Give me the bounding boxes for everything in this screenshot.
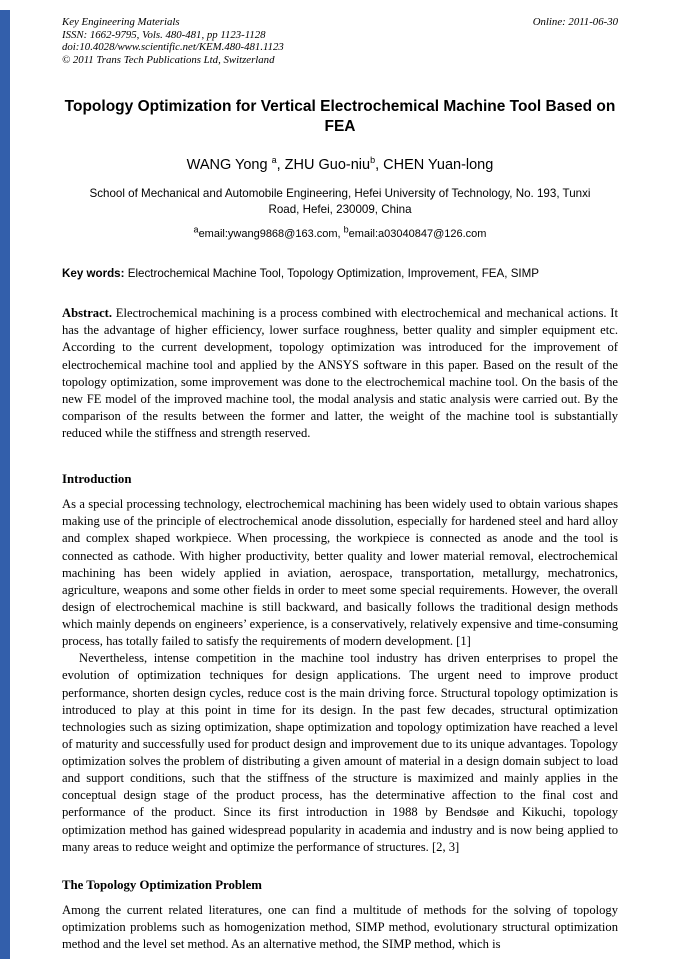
- keywords-text: Electrochemical Machine Tool, Topology Optimization, Improvement, FEA, SIMP: [124, 266, 540, 280]
- issn-line: ISSN: 1662-9795, Vols. 480-481, pp 1123-1128: [62, 28, 266, 41]
- doi-line: doi:10.4028/www.scientific.net/KEM.480-481.1123: [62, 41, 284, 54]
- publication-header: [62, 16, 618, 67]
- journal-name: Key Engineering Materials: [62, 16, 180, 28]
- author-name: WANG Yong: [186, 157, 272, 174]
- copyright-line: © 2011 Trans Tech Publications Ltd, Switzerland: [62, 54, 275, 67]
- author-name: CHEN Yuan-long: [383, 157, 494, 174]
- keywords-label: Key words:: [62, 266, 125, 280]
- email-address: email:ywang9868@163.com,: [198, 227, 344, 240]
- author-separator: ,: [375, 157, 384, 174]
- author-name: ZHU Guo-niu: [284, 157, 371, 174]
- author-affiliation-mark: a: [271, 155, 277, 166]
- email-affiliation-mark: b: [343, 223, 349, 234]
- author-affiliation-mark: b: [370, 155, 376, 166]
- section-heading-introduction: Introduction: [62, 472, 132, 487]
- online-date: Online: 2011-06-30: [532, 16, 618, 28]
- email-affiliation-mark: a: [193, 223, 199, 234]
- authors-line: [62, 157, 618, 173]
- body-paragraph: Among the current related literatures, one can find a multitude of methods for the solving of topology optimization problems such as homogenization method, SIMP method, evolutionary structural optimization method and the level set method. As an alternative method, the SIMP method, which is: [62, 902, 618, 952]
- left-accent-bar: [0, 10, 10, 959]
- keywords-line: [62, 266, 618, 282]
- body-paragraph: Nevertheless, intense competition in the machine tool industry has driven enterprises to propel the evolution of optimization techniques for design applications. The urgent need to improve product performance, shorten design cycles, reduce cost is the main driving force. Structural topology optimization is introduced to play at this point in time for its design. In the past few decades, structural optimization technologies such as sizing optimization, shape optimization and topology optimization have reached a level of maturity and successfully used for product design and improvement due to its unique advantages. Topology optimization solves the problem of distributing a given amount of material in a design domain subject to load and support conditions, such that the stiffness of the structure is maximized and mainly applies in the conceptual design stage of the product process, has the determinative affection to the final cost and performance of the product. Since its first introduction in 1988 by Bendsøe and Kikuchi, topology optimization method has gained widespread popularity in academia and industry and is now being applied to many areas to reduce weight and optimize the performance of structures. [2, 3]: [62, 651, 618, 854]
- affiliation-line: School of Mechanical and Automobile Engineering, Hefei University of Technology, No. 193, Tunxi Road, Hefei, 230009, China: [89, 187, 591, 216]
- body-paragraph: As a special processing technology, electrochemical machining has been widely used to obtain various shapes making use of the principle of electrochemical anode dissolution, especially for hardened steel and hard alloy and complex shaped workpiece. When processing, the workpiece is connected as anode and the tool is connected as cathode. With higher productivity, better quality and lower material removal, electrochemical machining has been widely applied in aviation, aerospace, transportation, metallurgy, mechatronics, agriculture, weapons and some other fields in order to meet some special requirements. However, the overall design of electrochemical machine is still backward, and basically follows the traditional design methods which mainly depends on engineers’ experience, is a conservatively, relatively expensive and time-consuming process, has totally failed to satisfy the requirements of modern development. [1]: [62, 497, 618, 649]
- abstract-paragraph: [62, 305, 618, 442]
- email-address: email:a03040847@126.com: [348, 227, 487, 240]
- abstract-label: Abstract.: [62, 306, 113, 321]
- emails-line: [62, 223, 618, 240]
- publication-header-left: [62, 16, 284, 67]
- paper-title: Topology Optimization for Vertical Electrochemical Machine Tool Based on FEA: [64, 97, 616, 136]
- author-separator: ,: [276, 157, 285, 174]
- section-heading-topology-optimization-problem: The Topology Optimization Problem: [62, 877, 262, 892]
- abstract-text: Electrochemical machining is a process combined with electrochemical and mechanical actions. It has the advantage of higher efficiency, lower surface roughness, better quality and simpler equipment etc. According to the current development, topology optimization was introduced for the improvement of electrochemical machine tool and applied by the ANSYS software in this paper. Based on the result of the topology optimization, some improvement was done to the electrochemical machine tool. On the basis of the new FE model of the improved machine tool, the modal analysis and static analysis were carried out. By the comparison of the results between the former and latter, the weight of the machine tool is substantially reduced while the stiffness and strength reserved.: [62, 306, 618, 441]
